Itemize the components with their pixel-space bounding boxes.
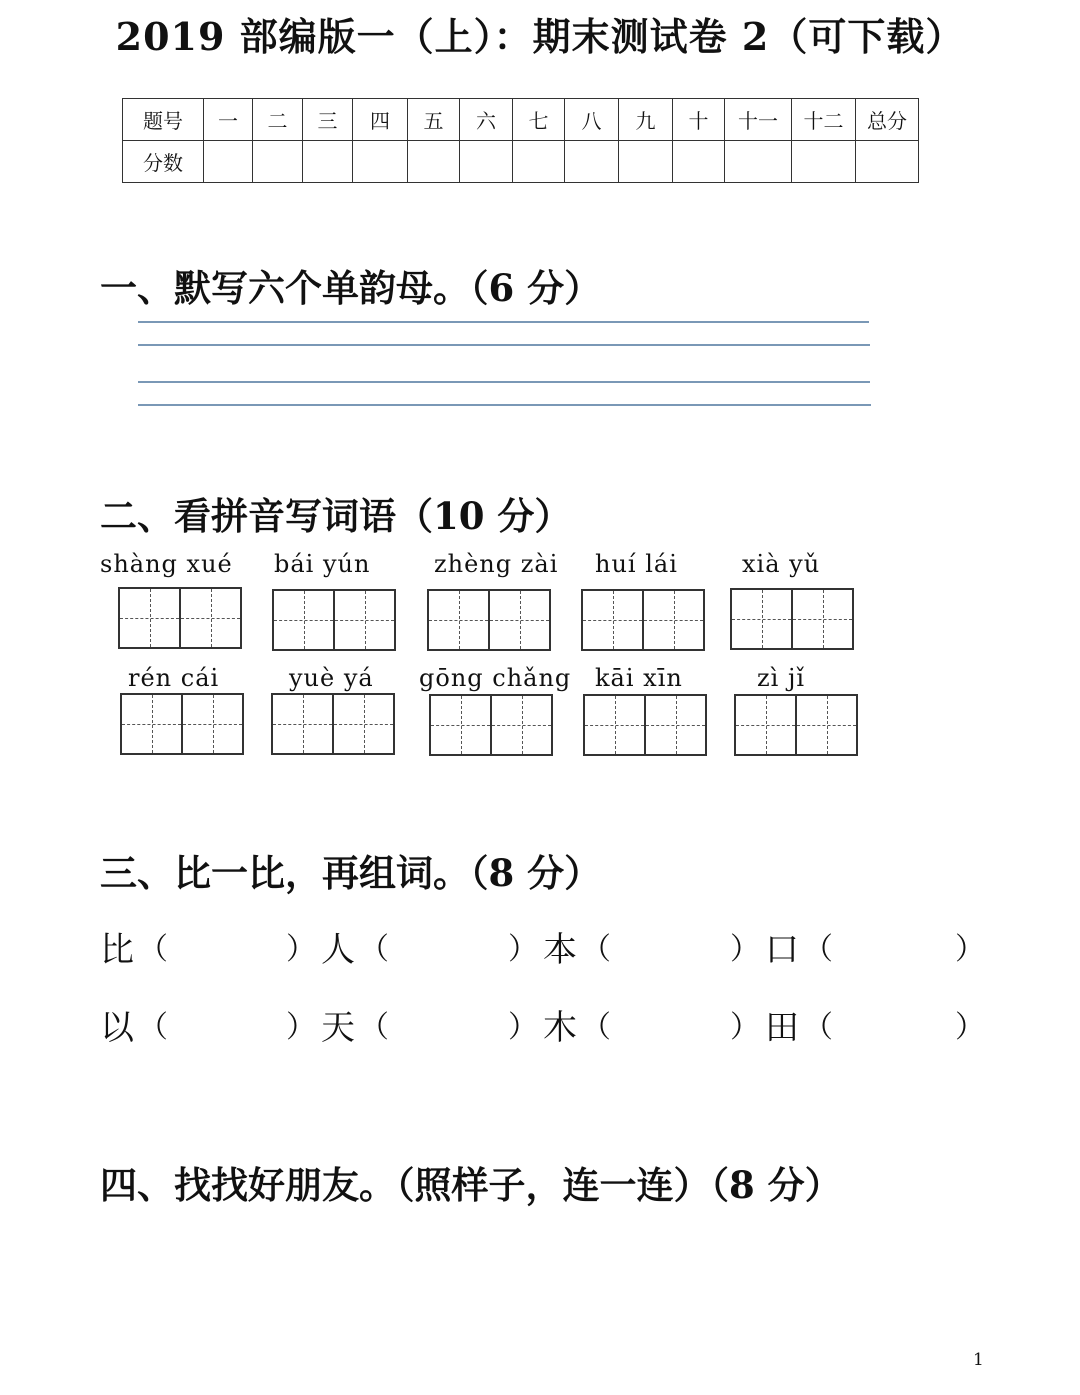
score-input-cell[interactable]: [408, 141, 460, 183]
open-paren: （: [581, 932, 611, 967]
compare-char: 以: [100, 1008, 134, 1048]
score-input-cell[interactable]: [792, 141, 856, 183]
pinyin-label: gōng chǎng: [419, 664, 572, 692]
open-paren: （: [138, 1010, 168, 1045]
close-paren: ）: [730, 932, 760, 967]
score-header-cell: 十: [673, 99, 725, 141]
writing-grid[interactable]: [583, 694, 707, 756]
pinyin-label: kāi xīn: [595, 664, 683, 692]
score-header-cell: 一: [204, 99, 253, 141]
score-input-cell[interactable]: [565, 141, 619, 183]
pinyin-label: huí lái: [595, 550, 678, 578]
tian-cell[interactable]: [273, 695, 332, 753]
tian-cell[interactable]: [490, 696, 551, 754]
compare-char: 天: [321, 1008, 355, 1048]
open-paren: （: [803, 932, 833, 967]
tian-cell[interactable]: [736, 696, 795, 754]
open-paren: （: [359, 932, 389, 967]
score-header-cell: 十二: [792, 99, 856, 141]
score-header-cell: 二: [253, 99, 303, 141]
tian-cell[interactable]: [120, 589, 179, 647]
open-paren: （: [359, 1010, 389, 1045]
compare-char: 人: [321, 930, 355, 970]
score-header-cell: 四: [353, 99, 408, 141]
pinyin-label: bái yún: [274, 550, 371, 578]
compare-char: 本: [543, 930, 577, 970]
tian-cell[interactable]: [795, 696, 856, 754]
tian-cell[interactable]: [585, 696, 644, 754]
open-paren: （: [581, 1010, 611, 1045]
writing-grid[interactable]: [429, 694, 553, 756]
score-table-score-row: [123, 141, 919, 183]
section-2-heading: 二、看拼音写词语（10 分）: [100, 494, 572, 538]
answer-line[interactable]: [138, 381, 870, 383]
tian-cell[interactable]: [122, 695, 181, 753]
answer-line[interactable]: [138, 344, 870, 346]
score-table-header-row: [123, 99, 919, 141]
tian-cell[interactable]: [179, 589, 240, 647]
tian-cell[interactable]: [181, 695, 242, 753]
score-header-cell: 八: [565, 99, 619, 141]
writing-grid[interactable]: [734, 694, 858, 756]
score-header-cell: 三: [303, 99, 353, 141]
score-input-cell[interactable]: [353, 141, 408, 183]
score-header-cell: 十一: [725, 99, 792, 141]
page-number: 1: [973, 1350, 984, 1370]
tian-cell[interactable]: [429, 591, 488, 649]
writing-grid[interactable]: [730, 588, 854, 650]
pinyin-label: zì jǐ: [757, 664, 806, 692]
tian-cell[interactable]: [583, 591, 642, 649]
close-paren: ）: [955, 932, 985, 967]
tian-cell[interactable]: [791, 590, 852, 648]
score-input-cell[interactable]: [725, 141, 792, 183]
score-input-cell[interactable]: [856, 141, 919, 183]
pinyin-label: yuè yá: [289, 664, 374, 692]
score-row-label: 分数: [123, 141, 204, 183]
open-paren: （: [138, 932, 168, 967]
compare-char: 木: [543, 1008, 577, 1048]
section-4-heading: 四、找找好朋友。（照样子，连一连）（8 分）: [100, 1163, 842, 1207]
close-paren: ）: [955, 1010, 985, 1045]
section-3-heading: 三、比一比，再组词。（8 分）: [100, 851, 602, 895]
pinyin-label: rén cái: [128, 664, 220, 692]
close-paren: ）: [286, 1010, 316, 1045]
pinyin-label: shàng xué: [100, 550, 233, 578]
close-paren: ）: [508, 932, 538, 967]
score-table: [122, 98, 919, 183]
score-header-cell: 五: [408, 99, 460, 141]
tian-cell[interactable]: [644, 696, 705, 754]
compare-char: 比: [100, 930, 134, 970]
open-paren: （: [803, 1010, 833, 1045]
writing-grid[interactable]: [120, 693, 244, 755]
score-header-cell: 七: [513, 99, 565, 141]
score-input-cell[interactable]: [513, 141, 565, 183]
writing-grid[interactable]: [272, 589, 396, 651]
close-paren: ）: [286, 932, 316, 967]
pinyin-label: zhèng zài: [434, 550, 559, 578]
tian-cell[interactable]: [332, 695, 393, 753]
tian-cell[interactable]: [488, 591, 549, 649]
tian-cell[interactable]: [333, 591, 394, 649]
score-header-cell: 九: [619, 99, 673, 141]
compare-char: 田: [765, 1008, 799, 1048]
score-input-cell[interactable]: [460, 141, 513, 183]
score-input-cell[interactable]: [619, 141, 673, 183]
writing-grid[interactable]: [581, 589, 705, 651]
score-input-cell[interactable]: [303, 141, 353, 183]
tian-cell[interactable]: [642, 591, 703, 649]
section-1-heading: 一、默写六个单韵母。（6 分）: [100, 266, 602, 310]
score-header-cell: 总分: [856, 99, 919, 141]
pinyin-label: xià yǔ: [742, 550, 821, 578]
answer-line[interactable]: [138, 321, 869, 323]
score-header-cell: 题号: [123, 99, 204, 141]
score-input-cell[interactable]: [673, 141, 725, 183]
score-input-cell[interactable]: [204, 141, 253, 183]
close-paren: ）: [508, 1010, 538, 1045]
writing-grid[interactable]: [427, 589, 551, 651]
tian-cell[interactable]: [274, 591, 333, 649]
tian-cell[interactable]: [732, 590, 791, 648]
tian-cell[interactable]: [431, 696, 490, 754]
writing-grid[interactable]: [118, 587, 242, 649]
score-header-cell: 六: [460, 99, 513, 141]
page-title: 2019 部编版一（上）：期末测试卷 2（可下载）: [115, 14, 965, 59]
writing-grid[interactable]: [271, 693, 395, 755]
close-paren: ）: [730, 1010, 760, 1045]
score-input-cell[interactable]: [253, 141, 303, 183]
compare-char: 口: [765, 930, 799, 970]
answer-line[interactable]: [138, 404, 871, 406]
